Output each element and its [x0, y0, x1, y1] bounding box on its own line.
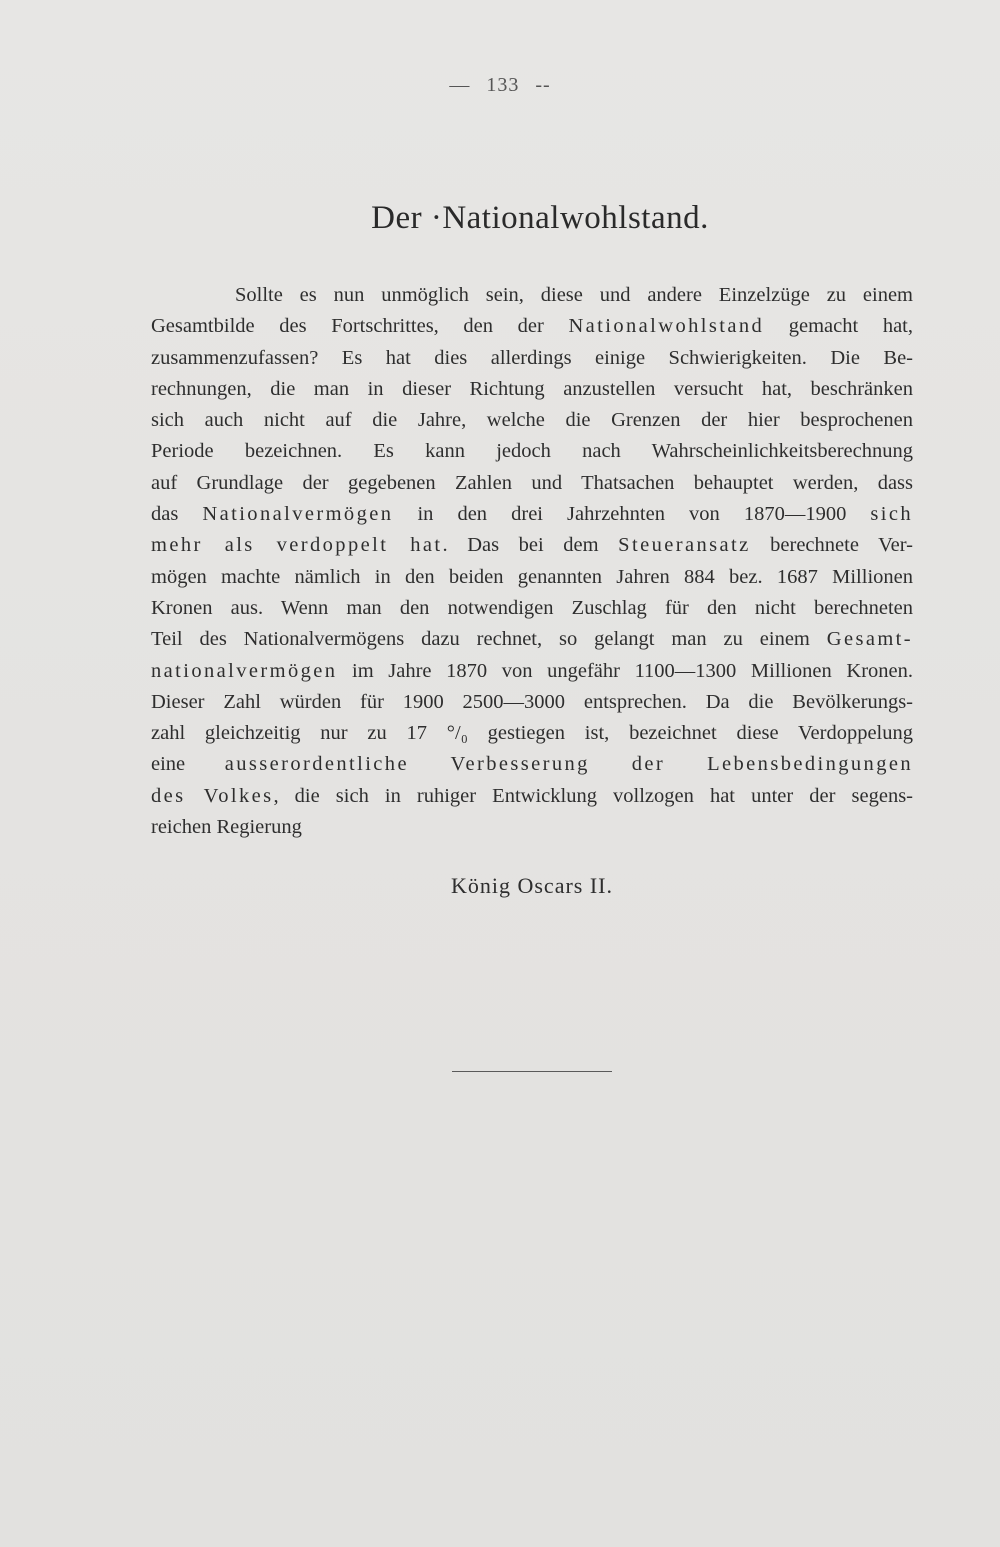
emphasized-text: ausserordentliche Verbesserung der Lebensbedingungen [224, 753, 913, 776]
text-line: mögen machte nämlich in den beiden genannten Jahren 884 bez. 1687 Millionen [151, 565, 913, 588]
text-line: rechnungen, die man in dieser Richtung anzustellen versucht hat, beschränken [151, 377, 913, 400]
emphasized-text: nationalvermögen [151, 659, 338, 682]
emphasized-text: Nationalvermögen [202, 503, 394, 526]
text-line: des Volkes, die sich in ruhiger Entwicklung vollzogen hat unter der segens- [151, 784, 913, 807]
text-line: zusammenzufassen? Es hat dies allerdings einige Schwierigkeiten. Die Be- [151, 346, 913, 369]
text-line: eine ausserordentliche Verbesserung der Lebensbedingungen [151, 753, 913, 776]
text-line: reichen Regierung [151, 816, 302, 839]
body-paragraph [151, 280, 913, 843]
page-number-dash-left: — [449, 74, 471, 96]
emphasized-text: Nationalwohlstand [568, 315, 765, 338]
page-number-dash-right: -- [535, 74, 551, 96]
text-line: Dieser Zahl würden für 1900 2500—3000 entsprechen. Da die Bevölkerungs- [151, 690, 913, 713]
text-line: das Nationalvermögen in den drei Jahrzehnten von 1870—1900 sich [151, 503, 914, 526]
emphasized-text: sich [870, 503, 914, 526]
emphasized-text: Gesamt- [826, 628, 913, 651]
text-line: sich auch nicht auf die Jahre, welche die Grenzen der hier besprochenen [151, 409, 913, 432]
emphasized-text: Steueransatz [618, 534, 751, 557]
page-number-header [0, 74, 1000, 97]
text-line: nationalvermögen im Jahre 1870 von ungefähr 1100—1300 Millionen Kronen. [151, 659, 913, 682]
page-number: 133 [486, 74, 520, 96]
text-line: auf Grundlage der gegebenen Zahlen und Thatsachen behauptet werden, dass [151, 471, 913, 494]
text-line: zahl gleichzeitig nur zu 17 °/₀ gestiegen ist, bezeichnet diese Verdoppelung [151, 722, 913, 745]
text-line: mehr als verdoppelt hat. Das bei dem Steueransatz berechnete Ver- [151, 534, 913, 557]
horizontal-rule [452, 1071, 612, 1072]
closing-line: König Oscars II. [450, 873, 614, 898]
text-line: Teil des Nationalvermögens dazu rechnet, so gelangt man zu einem Gesamt- [151, 628, 913, 651]
emphasized-text: mehr als verdoppelt hat [151, 534, 443, 557]
text-line: Periode bezeichnen. Es kann jedoch nach Wahrscheinlichkeitsberechnung [151, 440, 913, 463]
text-line: Gesamtbilde des Fortschrittes, den der Nationalwohlstand gemacht hat, [151, 315, 914, 338]
text-line: Kronen aus. Wenn man den notwendigen Zuschlag für den nicht berechneten [151, 596, 913, 619]
emphasized-text: des Volkes [151, 784, 274, 807]
text-line: Sollte es nun unmöglich sein, diese und andere Einzelzüge zu einem [235, 284, 913, 306]
page-title: Der ·Nationalwohlstand. [371, 200, 709, 236]
